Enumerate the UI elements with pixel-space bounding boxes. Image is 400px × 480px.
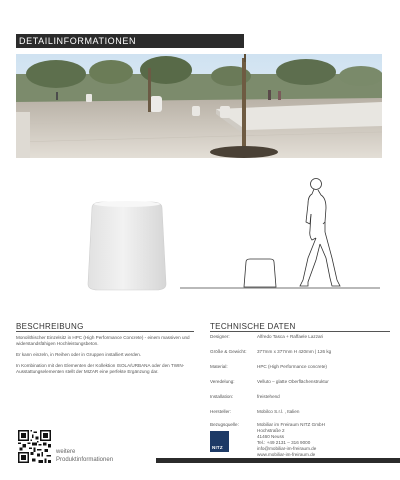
footer-bar: [156, 458, 400, 463]
section-header: DETAILINFORMATIONEN: [16, 34, 244, 48]
specs-table: [210, 334, 390, 467]
spec-value: Velluto – glatte Oberflächenstruktur: [257, 379, 329, 384]
spec-value: freistehend: [257, 394, 280, 399]
more-info-line: Produktinformationen: [56, 457, 114, 463]
supplier-email[interactable]: info@mobiliar-im-freiraum.de: [257, 446, 317, 451]
spec-label: Veredelung:: [210, 379, 235, 384]
spec-row-installation: [210, 394, 390, 400]
supplier-address: [257, 422, 390, 458]
supplier-website[interactable]: www.mobiliar-im-freiraum.de: [257, 452, 316, 457]
more-info-link[interactable]: [56, 448, 113, 464]
spec-value: Alfredo Tasca + Raffaele Lazzari: [257, 334, 324, 339]
spec-row-manufacturer: [210, 409, 390, 415]
description-divider: [16, 331, 194, 332]
spec-row-size: [210, 349, 390, 355]
supplier-phone: Tel.: +49 2131 – 316 9000: [257, 440, 311, 445]
spec-row-material: [210, 364, 390, 370]
spec-row-finish: [210, 379, 390, 385]
spec-value: HPC (High Performance concrete): [257, 364, 327, 369]
spec-label: Designer:: [210, 334, 230, 339]
description-paragraph: Er kann einzeln, in Reihen oder in Gruppen installiert werden.: [16, 352, 142, 357]
nitz-logo: NITZ: [210, 431, 229, 452]
spec-label: Größe & Gewicht:: [210, 349, 247, 354]
spec-label: Bezugsquelle:: [210, 422, 239, 427]
specs-divider: [210, 331, 390, 332]
specs-title: TECHNISCHE DATEN: [210, 322, 296, 331]
spec-value: Mobilco S.r.l. , Italien: [257, 409, 300, 414]
spec-value: 377mm x 377mm H 420mm | 126 kg: [257, 349, 332, 354]
description-paragraph: In Kombination mit den Elementen der Kollektion ISOLA/URBANA oder den TWIN-Ausstattungselementen stellt der MIZAR eine perfekte Ergänzung dar.: [16, 363, 185, 374]
description-title: BESCHREIBUNG: [16, 322, 84, 331]
spec-label: Hersteller:: [210, 409, 231, 414]
supplier-line: Mobiliar im Freiraum NITZ GmbH: [257, 422, 325, 427]
scale-figure-drawing: [180, 170, 380, 292]
description-paragraph: Monolithischer Einzelsitz in HPC (High Performance Concrete) - einem massiven und widerstandsfähigen Hochleistungsbeton.: [16, 335, 190, 346]
description-text: [16, 335, 194, 380]
spec-row-designer: [210, 334, 390, 340]
spec-label: Material:: [210, 364, 228, 369]
spec-row-supplier: [210, 422, 390, 458]
supplier-line: 41460 Neuss: [257, 434, 285, 439]
promenade-photo: [16, 54, 382, 158]
qr-code-icon[interactable]: [18, 430, 51, 463]
product-seat-image: [86, 198, 168, 294]
spec-label: Installation:: [210, 394, 234, 399]
more-info-line: weitere: [56, 449, 76, 455]
supplier-line: Hochstraße 2: [257, 428, 285, 433]
